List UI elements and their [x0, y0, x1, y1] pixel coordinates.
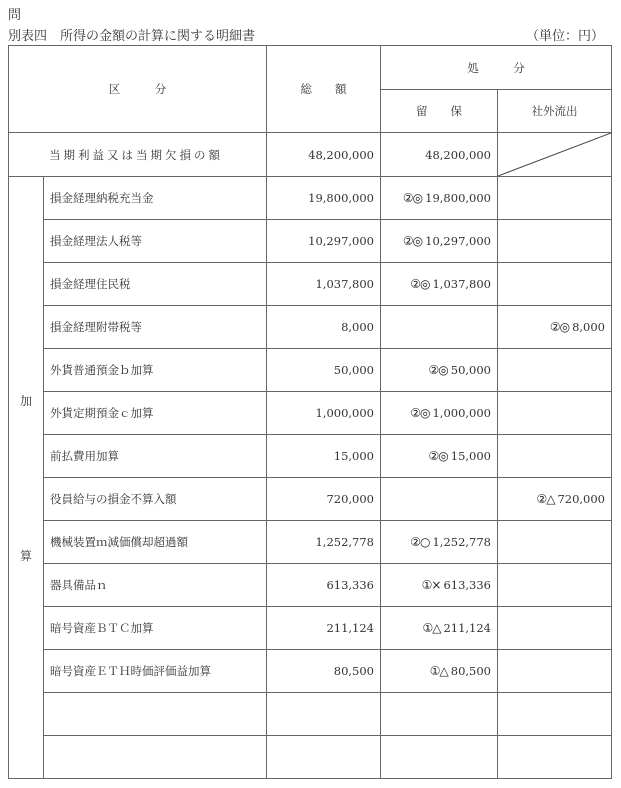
row-label: 外貨普通預金ｂ加算 [44, 349, 267, 392]
row-ryuho-mark: ②◎ [410, 277, 430, 291]
row-shagai-cell [498, 177, 612, 220]
row-ryuho-cell [381, 478, 498, 521]
row-ryuho-mark: ②◎ [402, 191, 423, 205]
table-row [9, 306, 612, 349]
side-label-kasan [9, 177, 44, 779]
row-ryuho-cell [381, 349, 498, 392]
row-shagai-cell [498, 521, 612, 564]
row-ryuho-value: 1,037,800 [432, 277, 491, 291]
row-ryuho-value: 15,000 [450, 449, 491, 463]
row-ryuho-cell [381, 435, 498, 478]
row-label: 前払費用加算 [44, 435, 267, 478]
row-ryuho-value: 10,297,000 [425, 234, 491, 248]
table-row [9, 435, 612, 478]
row-total: 15,000 [267, 435, 381, 478]
table-row [9, 564, 612, 607]
unit-label: （単位：円） [525, 29, 604, 44]
row-shagai-value: 8,000 [572, 320, 605, 334]
row-shagai-cell [498, 693, 612, 736]
row-total: 80,500 [267, 650, 381, 693]
row-label: 損金経理住民税 [44, 263, 267, 306]
row-shagai-cell [498, 607, 612, 650]
row-label: 暗号資産ＥＴＨ時価評価益加算 [44, 650, 267, 693]
row-ryuho-cell [381, 693, 498, 736]
table-row [9, 478, 612, 521]
row-ryuho-cell [381, 220, 498, 263]
row-label: 機械装置ｍ減価償却超過額 [44, 521, 267, 564]
question-label: 問 [8, 8, 22, 23]
row-total [267, 693, 381, 736]
row-shagai-cell [498, 263, 612, 306]
row-total [267, 736, 381, 779]
row-shagai-cell [498, 220, 612, 263]
row-shagai-mark: ②△ [536, 492, 555, 506]
header-ryuho: 留 保 [381, 90, 498, 133]
profit-ryuho: 48,200,000 [381, 133, 498, 177]
row-total: 50,000 [267, 349, 381, 392]
table-row [9, 736, 612, 779]
row-label: 器具備品ｎ [44, 564, 267, 607]
row-ryuho-mark: ②◎ [402, 234, 423, 248]
row-label: 損金経理納税充当金 [44, 177, 267, 220]
row-ryuho-mark: ②◎ [428, 363, 448, 377]
row-ryuho-mark: ①× [421, 578, 441, 592]
profit-shagai-slash [498, 133, 612, 177]
row-ryuho-value: 613,336 [443, 578, 491, 592]
row-ryuho-value: 1,000,000 [432, 406, 491, 420]
row-shagai-cell [498, 392, 612, 435]
row-label: 損金経理附帯税等 [44, 306, 267, 349]
row-ryuho-cell [381, 521, 498, 564]
table-row [9, 693, 612, 736]
row-ryuho-value: 1,252,778 [432, 535, 491, 549]
row-shagai-cell [498, 736, 612, 779]
row-ryuho-cell [381, 263, 498, 306]
income-calculation-table [8, 45, 612, 779]
row-total: 1,000,000 [267, 392, 381, 435]
form-caption: 別表四 所得の金額の計算に関する明細書 [8, 29, 256, 44]
table-row [9, 392, 612, 435]
header-kubun: 区 分 [9, 46, 267, 133]
row-ryuho-value: 80,500 [450, 664, 491, 678]
row-ryuho-cell [381, 607, 498, 650]
row-ryuho-cell [381, 392, 498, 435]
table-row [9, 177, 612, 220]
table-row [9, 521, 612, 564]
row-shagai-cell [498, 306, 612, 349]
profit-total: 48,200,000 [267, 133, 381, 177]
table-row [9, 220, 612, 263]
row-total: 10,297,000 [267, 220, 381, 263]
row-ryuho-mark: ②◎ [428, 449, 448, 463]
row-ryuho-cell [381, 736, 498, 779]
row-ryuho-value: 50,000 [450, 363, 491, 377]
profit-row [9, 133, 612, 177]
row-ryuho-mark: ②○ [410, 535, 430, 549]
diagonal-slash [498, 133, 611, 176]
side-label-top: 加 [19, 393, 32, 408]
row-label: 損金経理法人税等 [44, 220, 267, 263]
row-label: 役員給与の損金不算入額 [44, 478, 267, 521]
row-ryuho-mark: ①△ [429, 664, 448, 678]
side-label-bottom: 算 [19, 548, 32, 563]
row-total: 1,252,778 [267, 521, 381, 564]
row-shagai-cell [498, 435, 612, 478]
row-ryuho-cell [381, 177, 498, 220]
row-total: 8,000 [267, 306, 381, 349]
row-label: 外貨定期預金ｃ加算 [44, 392, 267, 435]
row-total: 613,336 [267, 564, 381, 607]
header-sogaku: 総 額 [267, 46, 381, 133]
row-total: 19,800,000 [267, 177, 381, 220]
row-total: 720,000 [267, 478, 381, 521]
row-ryuho-mark: ②◎ [410, 406, 430, 420]
row-total: 1,037,800 [267, 263, 381, 306]
header-shagai: 社外流出 [498, 90, 612, 133]
row-shagai-cell [498, 564, 612, 607]
row-shagai-cell [498, 650, 612, 693]
row-label [44, 693, 267, 736]
profit-label: 当期利益又は当期欠損の額 [49, 147, 223, 162]
row-ryuho-value: 211,124 [443, 621, 491, 635]
row-shagai-value: 720,000 [557, 492, 605, 506]
table-row [9, 263, 612, 306]
row-total: 211,124 [267, 607, 381, 650]
row-shagai-cell [498, 349, 612, 392]
row-ryuho-mark: ①△ [422, 621, 441, 635]
row-ryuho-cell [381, 650, 498, 693]
row-label [44, 736, 267, 779]
table-row [9, 349, 612, 392]
row-label: 暗号資産ＢＴＣ加算 [44, 607, 267, 650]
table-row [9, 607, 612, 650]
row-shagai-mark: ②◎ [549, 320, 570, 334]
header-shobun: 処 分 [381, 46, 612, 90]
row-ryuho-cell [381, 564, 498, 607]
row-ryuho-value: 19,800,000 [425, 191, 491, 205]
row-shagai-cell [498, 478, 612, 521]
row-ryuho-cell [381, 306, 498, 349]
table-row [9, 650, 612, 693]
